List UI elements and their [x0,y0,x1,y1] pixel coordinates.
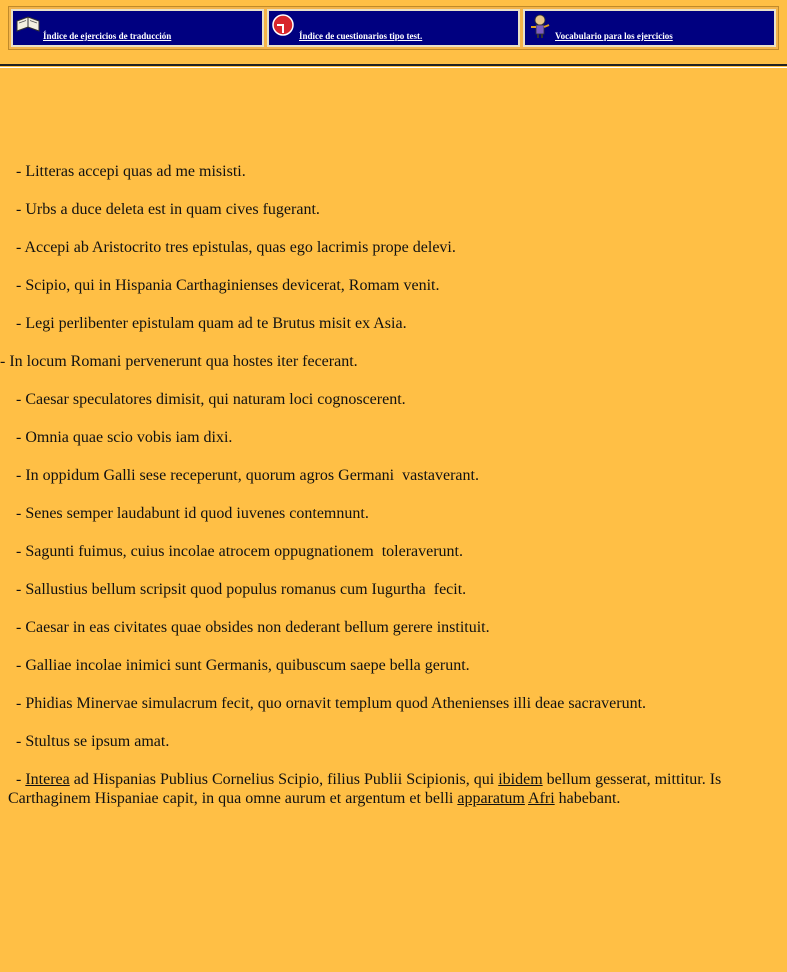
quiz-icon [271,13,297,39]
translation-index-link[interactable]: Índice de ejercicios de traducción [43,31,172,41]
character-icon [527,13,553,39]
sentence-item: - Accepi ab Aristocrito tres epistulas, quas ego lacrimis prope delevi. [8,239,456,256]
nav-cell-vocabulary[interactable] [523,9,776,47]
sentence-item: - Stultus se ipsum amat. [8,733,170,750]
sentence-item: - Senes semper laudabunt id quod iuvenes contemnunt. [8,505,369,522]
sentence-item: - Litteras accepi quas ad me misisti. [8,163,246,180]
sentence-item: - Urbs a duce deleta est in quam cives fugerant. [8,201,320,218]
vocab-link-interea[interactable]: Interea [25,771,70,788]
sentence-item: - Phidias Minervae simulacrum fecit, quo ornavit templum quod Athenienses illi deae sacraverunt. [8,695,647,712]
vocab-link-afri[interactable]: Afri [528,790,555,807]
sentence-item: - Legi perlibenter epistulam quam ad te Brutus misit ex Asia. [8,315,407,332]
last-paragraph-text: habebant. [554,790,621,807]
book-icon [15,13,41,39]
last-paragraph [8,770,780,808]
sentence-item: - Sallustius bellum scripsit quod populus romanus cum Iugurtha fecit. [8,581,467,598]
sentence-item: - Scipio, qui in Hispania Carthaginienses devicerat, Romam venit. [8,277,440,294]
sentence-item: - Omnia quae scio vobis iam dixi. [8,429,233,446]
vocab-link-ibidem[interactable]: ibidem [498,771,543,788]
sentence-item: - Galliae incolae inimici sunt Germanis, quibuscum saepe bella gerunt. [8,657,470,674]
last-paragraph-text: ad Hispanias Publius Cornelius Scipio, filius Publii Scipionis, qui [69,771,499,788]
sentence-item: - In locum Romani pervenerunt qua hostes iter fecerant. [0,353,358,370]
nav-cell-translation-index[interactable] [11,9,264,47]
sentence-item: - Caesar speculatores dimisit, qui naturam loci cognoscerent. [8,391,406,408]
last-paragraph-prefix: - [8,771,26,788]
top-navigation-bar [8,6,779,50]
vocabulary-link[interactable]: Vocabulario para los ejercicios [555,31,673,41]
quiz-index-link[interactable]: Índice de cuestionarios tipo test. [299,31,423,41]
horizontal-divider [0,64,787,68]
sentence-item: - Caesar in eas civitates quae obsides non dederant bellum gerere instituit. [8,619,490,636]
nav-cell-quiz-index[interactable] [267,9,520,47]
exercise-sentences [0,162,780,827]
last-paragraph-text: bellum gesserat, mittitur. Is Carthaginem Hispaniae capit, in qua omne aurum et argentum et belli [8,771,726,807]
vocab-link-apparatum[interactable]: apparatum [457,790,525,807]
sentence-item: - In oppidum Galli sese receperunt, quorum agros Germani vastaverant. [8,467,479,484]
sentence-item: - Sagunti fuimus, cuius incolae atrocem oppugnationem toleraverunt. [8,543,463,560]
